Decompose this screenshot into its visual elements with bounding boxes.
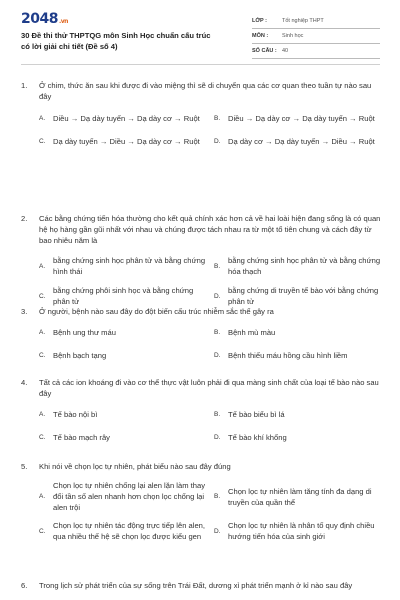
option-letter: B. [214,262,221,270]
option-text: Tế bào mạch rây [53,433,110,442]
answer-option-d[interactable] [214,520,381,542]
site-logo[interactable] [21,11,68,27]
answer-options [39,480,381,542]
question-number: 6. [21,581,28,590]
option-text: Dạ dày tuyến → Diều → Dạ dày cơ → Ruột [53,137,200,146]
option-text: Diều → Dạ dày tuyến → Dạ dày cơ → Ruột [53,114,200,123]
question-number: 1. [21,81,28,90]
option-letter: D. [214,138,221,145]
answer-option-a[interactable] [39,113,206,124]
option-text: bằng chứng phôi sinh học và bằng chứng phân tử [53,286,194,306]
question-2 [21,213,381,307]
answer-option-b[interactable] [214,409,381,420]
option-letter: B. [214,411,221,418]
option-letter: B. [214,329,221,336]
meta-label: LỚP : [252,18,267,24]
answer-option-c[interactable] [39,350,206,361]
answer-option-c[interactable] [39,432,206,443]
document-header [0,0,400,62]
question-5 [21,461,381,542]
question-stem [21,377,381,399]
meta-table [252,14,380,59]
meta-value: Tốt nghiệp THPT [282,18,324,24]
answer-option-b[interactable] [214,113,381,124]
option-text: Tế bào biểu bì lá [228,410,285,419]
option-letter: B. [214,115,221,122]
question-number: 5. [21,462,28,471]
document-title: 30 Đề thi thử THPTQG môn Sinh Học chuẩn cấu trúc có lời giải chi tiết (Đề số 4) [21,31,211,51]
option-letter: A. [39,262,46,270]
option-letter: A. [39,493,46,500]
question-3 [21,306,381,361]
question-stem [21,306,381,317]
option-letter: D. [214,434,221,441]
answer-option-b[interactable] [214,327,381,338]
option-text: Diều → Dạ dày cơ → Dạ dày tuyến → Ruột [228,114,375,123]
answer-options [39,113,381,147]
option-letter: C. [39,292,46,300]
answer-options [39,409,381,443]
answer-option-d[interactable] [214,432,381,443]
answer-option-a[interactable] [39,480,206,513]
question-6 [21,580,381,591]
option-letter: D. [214,292,221,300]
meta-row-count [252,44,380,59]
question-text: Trong lịch sử phát triển của sự sống trên Trái Đất, dương xỉ phát triển mạnh ở kỉ nào sau đây [39,581,353,590]
option-letter: D. [214,527,221,535]
option-letter: C. [39,138,46,145]
question-number: 2. [21,214,28,223]
answer-option-d[interactable] [214,136,381,147]
question-text: Ở chim, thức ăn sau khi được đi vào miệng thì sẽ di chuyển qua các cơ quan theo tuần tự nào sau đây [39,81,372,101]
answer-option-b[interactable] [214,255,381,277]
meta-value: Sinh học [282,33,304,39]
option-letter: D. [214,352,221,359]
question-number: 3. [21,307,28,316]
question-4 [21,377,381,443]
question-text: Các bằng chứng tiến hóa thường cho kết quả chính xác hơn cả về hai loài hiện đang sống là có quan hệ họ hàng gần gũi nhất với nhau và chúng được tách nhau ra từ một tổ tiên chung và cách đây từ bao nhiêu năm là [39,214,381,245]
option-text: bằng chứng sinh học phân tử và bằng chứng hóa thạch [228,256,381,276]
meta-row-class [252,14,380,29]
question-stem [21,461,381,472]
option-text: Dạ dày cơ → Dạ dày tuyến → Diều → Ruột [228,137,375,146]
option-text: Bệnh mù màu [228,328,276,337]
option-letter: B. [214,493,221,500]
answer-option-c[interactable] [39,520,206,542]
option-text: Chọn lọc tự nhiên làm tăng tính đa dạng di truyền của quần thể [228,486,372,507]
question-text: Tất cả các ion khoáng đi vào cơ thể thực vật luôn phải đi qua màng sinh chất của loại tế bào nào sau đây [39,378,379,398]
option-letter: A. [39,115,46,122]
question-stem [21,580,381,591]
header-divider [21,64,380,65]
answer-option-d[interactable] [214,285,381,307]
question-stem [21,213,381,246]
answer-option-a[interactable] [39,409,206,420]
question-stem [21,80,381,102]
option-text: Bệnh bạch tạng [53,351,107,360]
option-text: Bệnh thiếu máu hồng cầu hình liềm [228,351,348,360]
logo-suffix: .vn [58,18,68,25]
option-text: Tế bào nội bì [53,410,98,419]
answer-options [39,255,381,307]
option-letter: A. [39,411,46,418]
option-text: Tế bào khí khổng [228,433,287,442]
question-1 [21,80,381,147]
option-text: Chọn lọc tự nhiên tác động trực tiếp lên alen, qua nhiều thế hệ sẽ chọn lọc được kiểu gen [53,521,206,541]
answer-option-c[interactable] [39,285,206,307]
answer-option-c[interactable] [39,136,206,147]
answer-option-d[interactable] [214,350,381,361]
option-letter: C. [39,352,46,359]
meta-label: SỐ CÂU : [252,48,277,54]
answer-option-a[interactable] [39,255,206,277]
option-text: Chọn lọc tự nhiên chống lại alen lặn làm thay đổi tần số alen nhanh hơn chọn lọc chống lại alen trội [53,481,205,512]
meta-value: 40 [282,48,289,54]
meta-label: MÔN : [252,33,269,39]
meta-row-subject [252,29,380,44]
answer-options [39,327,381,361]
option-text: Bệnh ung thư máu [53,328,116,337]
option-text: bằng chứng di truyền tế bào với bằng chứng phân tử [228,286,379,306]
answer-option-a[interactable] [39,327,206,338]
option-letter: C. [39,434,46,441]
option-text: Chọn lọc tự nhiên là nhân tố quy định chiều hướng tiến hóa của sinh giới [228,521,375,541]
option-letter: C. [39,527,46,535]
question-text: Khi nói về chọn lọc tự nhiên, phát biểu nào sau đây đúng [39,462,231,471]
question-number: 4. [21,378,28,387]
question-text: Ở người, bệnh nào sau đây do đột biến cấu trúc nhiễm sắc thể gây ra [39,307,274,316]
answer-option-b[interactable] [214,480,381,513]
option-text: bằng chứng sinh học phân tử và bằng chứng hình thái [53,256,206,276]
option-letter: A. [39,329,46,336]
logo-text: 2048 [21,11,58,27]
